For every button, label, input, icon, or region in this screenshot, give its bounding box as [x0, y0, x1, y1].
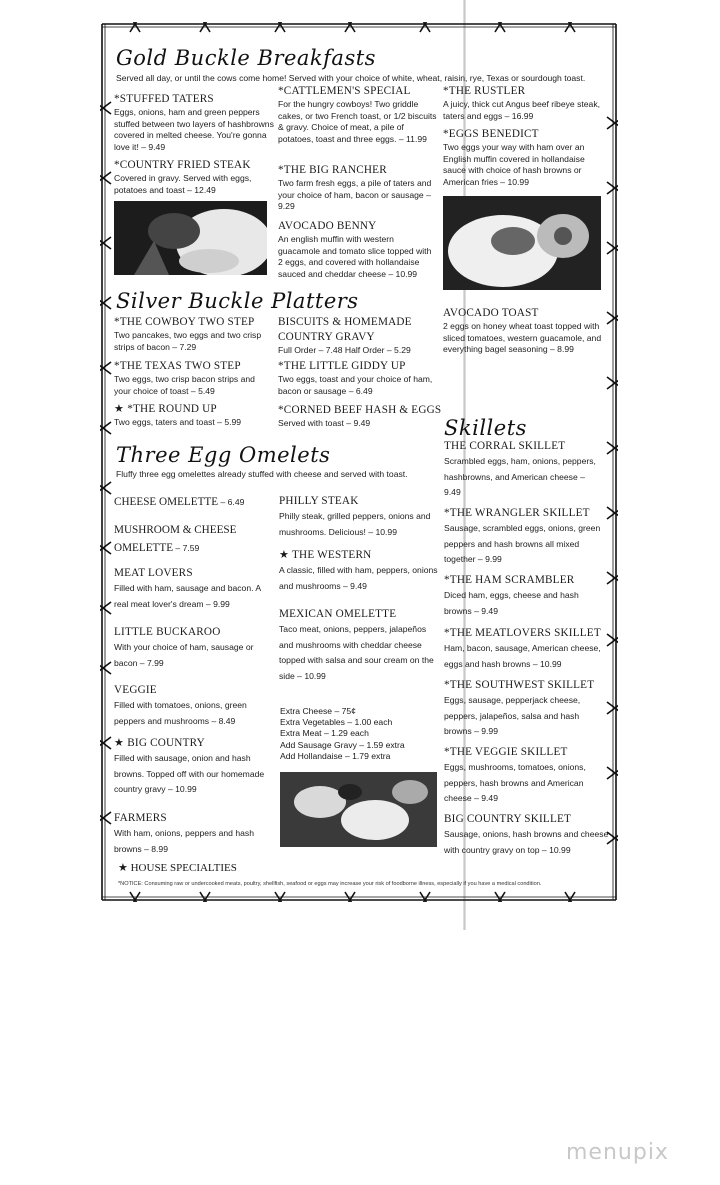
item-desc: Sausage, onions, hash browns and cheese with country gravy on top – 10.99	[444, 829, 609, 855]
item-desc: Eggs, sausage, pepperjack cheese, peppers, jalapeños, salsa and hash browns – 9.99	[444, 695, 581, 737]
item-name: FARMERS	[114, 812, 167, 824]
item-name: AVOCADO BENNY	[278, 220, 377, 232]
item-name: VEGGIE	[114, 684, 157, 696]
menu-item-big-rancher	[278, 163, 438, 213]
item-desc: For the hungry cowboys! Two griddle cakes, or two French toast, or 1/2 biscuits & gravy. Choice of meat, a pile of potatoes, toast and three eggs. – 11.99	[278, 99, 437, 144]
menu-item-mexican-omelette	[279, 607, 439, 684]
item-name: MUSHROOM & CHEESE OMELETTE	[114, 524, 237, 554]
food-safety-notice: *NOTICE: Consuming raw or undercooked meats, poultry, shellfish, seafood or eggs may increase your risk of foodborne illness, especially if you have a medical condition.	[118, 881, 542, 887]
skillets-heading: Skillets	[444, 416, 527, 440]
menu-item-the-western	[279, 548, 439, 594]
item-desc: Ham, bacon, sausage, American cheese, eggs and hash browns – 10.99	[444, 643, 601, 669]
menu-item-ham-scrambler	[444, 573, 604, 619]
omelets-subtitle: Fluffy three egg omelettes already stuffed with cheese and served with toast.	[116, 469, 408, 479]
item-name: *THE LITTLE GIDDY UP	[278, 360, 406, 372]
menu-item-little-giddy-up	[278, 359, 438, 397]
menu-item-stuffed-taters	[114, 92, 274, 153]
menu-item-rustler	[443, 84, 603, 122]
menu-item-corned-beef-hash	[278, 403, 448, 430]
menu-item-texas-two-step	[114, 359, 269, 397]
item-name: *THE RUSTLER	[443, 85, 526, 97]
item-name: *THE TEXAS TWO STEP	[114, 360, 241, 372]
extras-list	[280, 706, 405, 762]
item-name: MEXICAN OMELETTE	[279, 608, 397, 620]
omelets-heading: Three Egg Omelets	[116, 443, 331, 467]
item-desc: Scrambled eggs, ham, onions, peppers, hashbrowns, and American cheese – 9.49	[444, 456, 596, 498]
item-desc: Filled with tomatoes, onions, green peppers and mushrooms – 8.49	[114, 700, 247, 726]
item-desc: Two eggs, toast and your choice of ham, bacon or sausage – 6.49	[278, 374, 433, 396]
item-name: AVOCADO TOAST	[443, 307, 539, 319]
menu-item-avocado-toast	[443, 306, 603, 356]
food-photo-skillet	[280, 772, 437, 847]
item-name: *CATTLEMEN'S SPECIAL	[278, 85, 411, 97]
item-name: BIG COUNTRY SKILLET	[444, 813, 572, 825]
food-photo-steak	[114, 201, 267, 275]
extra-line: Add Sausage Gravy – 1.59 extra	[280, 739, 405, 750]
item-desc: Sausage, scrambled eggs, onions, green peppers and hash browns all mixed together – 9.99	[444, 523, 601, 565]
menu-item-meat-lovers	[114, 566, 274, 612]
item-desc: Filled with sausage, onion and hash browns. Topped off with our homemade country gravy – 10.99	[114, 753, 265, 795]
menu-item-corral-skillet	[444, 439, 604, 501]
item-name: CHEESE OMELETTE	[114, 496, 219, 508]
house-specialties-note: ★ HOUSE SPECIALTIES	[118, 862, 237, 874]
item-desc: 2 eggs on honey wheat toast topped with sliced tomatoes, western guacamole, and everything bagel seasoning – 8.99	[443, 321, 602, 355]
item-desc: Two eggs, taters and toast – 5.99	[114, 417, 242, 428]
item-desc: Taco meat, onions, peppers, jalapeños and mushrooms with cheddar cheese topped with salsa and sour cream on the side – 10.99	[279, 624, 434, 681]
item-name: *THE HAM SCRAMBLER	[444, 574, 575, 586]
extra-line: Add Hollandaise – 1.79 extra	[280, 750, 391, 761]
item-name: *THE VEGGIE SKILLET	[444, 746, 568, 758]
item-desc: Two pancakes, two eggs and two crisp strips of bacon – 7.29	[114, 330, 262, 352]
menu-item-round-up	[114, 402, 269, 429]
item-name: THE CORRAL SKILLET	[444, 440, 566, 452]
item-name: ★ BIG COUNTRY	[114, 737, 205, 749]
item-desc: Diced ham, eggs, cheese and hash browns – 9.49	[444, 590, 579, 616]
menu-item-cattlemens-special	[278, 84, 438, 145]
menu-item-country-fried-steak	[114, 158, 264, 196]
item-name: *CORNED BEEF HASH & EGGS	[278, 404, 442, 416]
item-desc: Philly steak, grilled peppers, onions and mushrooms. Delicious! – 10.99	[279, 511, 431, 537]
item-desc: With your choice of ham, sausage or bacon – 7.99	[114, 642, 254, 668]
item-desc: A classic, filled with ham, peppers, onions and mushrooms – 9.49	[279, 565, 438, 591]
menu-item-cheese-omelette	[114, 495, 274, 510]
extra-line: Extra Meat – 1.29 each	[280, 728, 369, 739]
item-name: BISCUITS & HOMEMADE COUNTRY GRAVY	[278, 316, 412, 344]
item-desc: With ham, onions, peppers and hash browns – 8.99	[114, 828, 254, 854]
item-name: *THE BIG RANCHER	[278, 164, 387, 176]
item-price: – 6.49	[218, 497, 245, 507]
item-name: *THE SOUTHWEST SKILLET	[444, 679, 595, 691]
menu-item-big-country-skillet	[444, 812, 609, 858]
menu-item-philly-steak	[279, 494, 439, 540]
extra-line: Extra Vegetables – 1.00 each	[280, 717, 393, 728]
menu-item-eggs-benedict	[443, 127, 603, 188]
item-price: – 7.59	[173, 542, 200, 553]
item-desc: Served with toast – 9.49	[278, 418, 371, 429]
item-name: *STUFFED TATERS	[114, 93, 214, 105]
item-desc: Two farm fresh eggs, a pile of taters and your choice of ham, bacon or sausage – 9.29	[278, 178, 432, 212]
item-desc: An english muffin with western guacamole and tomato slice topped with 2 eggs, and covered with hollandaise sauced and cheddar cheese – 10.99	[278, 234, 432, 279]
menu-item-wrangler-skillet	[444, 506, 604, 568]
menu-item-meatlovers-skillet	[444, 626, 609, 672]
menu-item-farmers	[114, 811, 254, 857]
menu-item-mushroom-cheese-omelette	[114, 522, 254, 558]
item-name: *EGGS BENEDICT	[443, 128, 539, 140]
item-desc: Eggs, mushrooms, tomatoes, onions, peppers, hash browns and American cheese – 9.49	[444, 762, 586, 804]
item-desc: Eggs, onions, ham and green peppers stuffed between two layers of hashbrowns covered in melted cheese. You're gonna love it! – 9.49	[114, 107, 274, 152]
item-name: ★ THE WESTERN	[279, 549, 372, 561]
menu-item-little-buckaroo	[114, 625, 274, 671]
item-name: *COUNTRY FRIED STEAK	[114, 159, 251, 171]
item-name: *THE COWBOY TWO STEP	[114, 316, 255, 328]
item-desc: Covered in gravy. Served with eggs, potatoes and toast – 12.49	[114, 173, 252, 195]
item-desc: Filled with ham, sausage and bacon. A real meat lover's dream – 9.99	[114, 583, 261, 609]
item-name: *THE MEATLOVERS SKILLET	[444, 627, 601, 639]
item-desc: Full Order – 7.48 Half Order – 5.29	[278, 345, 411, 356]
gold-buckle-subtitle: Served all day, or until the cows come home! Served with your choice of white, wheat, raisin, rye, Texas or sourdough toast.	[116, 73, 586, 83]
gold-buckle-heading: Gold Buckle Breakfasts	[116, 46, 376, 70]
menu-item-veggie-skillet	[444, 745, 604, 807]
item-name: *THE WRANGLER SKILLET	[444, 507, 590, 519]
item-name: MEAT LOVERS	[114, 567, 193, 579]
menupix-watermark: menupix	[566, 1140, 669, 1165]
extra-line: Extra Cheese – 75¢	[280, 706, 356, 716]
item-name: ★ *THE ROUND UP	[114, 403, 217, 415]
menu-item-cowboy-two-step	[114, 315, 269, 353]
menu-item-southwest-skillet	[444, 678, 604, 740]
menu-item-avocado-benny	[278, 219, 438, 280]
item-name: LITTLE BUCKAROO	[114, 626, 221, 638]
menu-item-big-country	[114, 736, 269, 798]
silver-buckle-heading: Silver Buckle Platters	[116, 289, 359, 313]
menu-item-veggie	[114, 683, 274, 729]
item-name: PHILLY STEAK	[279, 495, 359, 507]
item-desc: A juicy, thick cut Angus beef ribeye steak, taters and eggs – 16.99	[443, 99, 600, 121]
item-desc: Two eggs, two crisp bacon strips and your choice of toast – 5.49	[114, 374, 255, 396]
item-desc: Two eggs your way with ham over an English muffin covered in hollandaise sauce with choice of hash browns or American fries – 10.99	[443, 142, 585, 187]
menu-item-biscuits-gravy	[278, 315, 438, 357]
food-photo-benedict	[443, 196, 601, 290]
